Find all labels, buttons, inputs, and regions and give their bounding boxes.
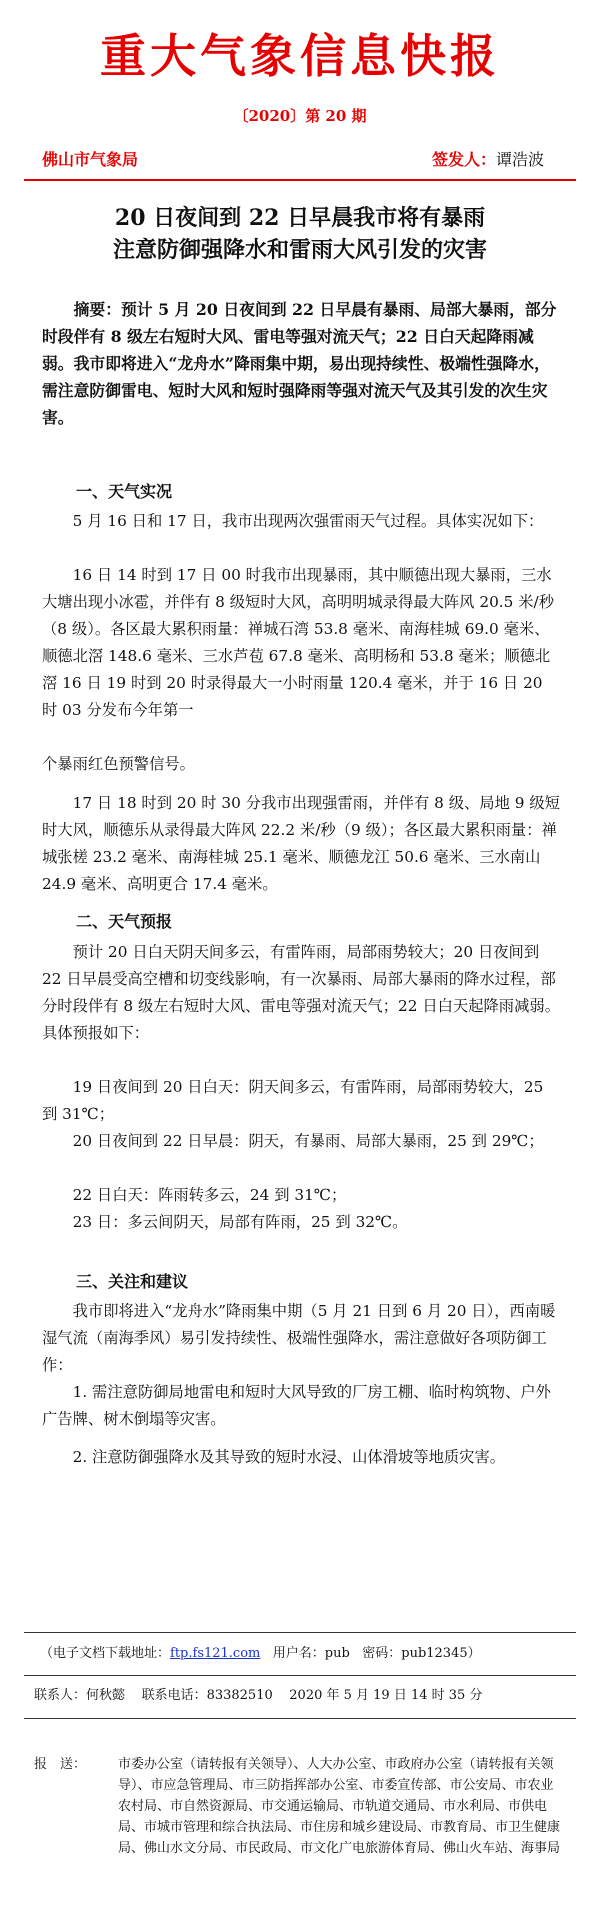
download-label: （电子文档下载地址：	[40, 1646, 171, 1661]
observations-may17: 17 日 18 时到 20 时 30 分我市出现强雷雨，并伴有 8 级、局地 9 级短时大风，顺德乐从录得最大阵风 22.2 米/秒（9 级）；各区最大累积雨量：禅城张槎 23.2 毫米、南海桂城 25.1 毫米、顺德龙江 50.6 毫米、三水南山 24.9 毫米、高明更合 17.4 毫米。	[42, 794, 560, 893]
header-divider	[24, 179, 576, 181]
headline	[0, 202, 600, 266]
observations-may16-continued: 个暴雨红色预警信号。	[42, 755, 195, 773]
forecast-period-1: 19 日夜间到 20 日白天：阴天间多云，有雷阵雨，局部雨势较大，25 到 31℃；	[42, 1078, 544, 1123]
signer-name: 谭浩波	[495, 150, 544, 169]
forecast-period-2: 20 日夜间到 22 日早晨：阴天，有暴雨、局部大暴雨，25 到 29℃；	[72, 1132, 544, 1150]
issuing-bureau: 佛山市气象局	[42, 150, 139, 169]
signer-label: 签发人：	[431, 150, 496, 169]
forecast-overview: 预计 20 日白天阴天间多云，有雷阵雨，局部雨势较大；20 日夜间到 22 日早晨受高空槽和切变线影响，有一次暴雨、局部大暴雨的降水过程，部分时段伴有 8 级左右短时大风、雷电等强对流天气；22 日白天起降雨减弱。具体预报如下：	[42, 943, 560, 1042]
download-link[interactable]: ftp.fs121.com	[170, 1646, 261, 1661]
signer	[432, 149, 544, 171]
password-value: pub12345）	[401, 1646, 481, 1661]
advice-intro: 我市即将进入“龙舟水”降雨集中期（5 月 21 日到 6 月 20 日），西南暖湿气流（南海季风）易引发持续性、极端性强降水，需注意做好各项防御工作：	[42, 1302, 556, 1374]
download-info	[40, 1644, 481, 1664]
footer-divider-bottom	[24, 1718, 576, 1719]
phone-number: 83382510	[206, 1688, 273, 1703]
observations-may16: 16 日 14 时到 17 日 00 时我市出现暴雨，其中顺德出现大暴雨，三水大塘出现小冰雹，并伴有 8 级短时大风，高明明城录得最大阵风 20.5 米/秒（8 级）。各区最大累积雨量：禅城石湾 53.8 毫米、南海桂城 69.0 毫米、顺德北滘 148.6 毫米、三水芦苞 67.8 毫米、高明杨和 53.8 毫米；顺德北滘 16 日 19 时到 20 时录得最大一小时雨量 120.4 毫米，并于 16 日 20 时 03 分发布今年第一	[42, 566, 555, 719]
observations-intro: 5 月 16 日和 17 日，我市出现两次强雷雨天气过程。具体实况如下：	[72, 512, 544, 530]
section-advice-title: 三、关注和建议	[76, 1272, 189, 1291]
user-label: 用户名：	[272, 1646, 325, 1661]
user-value: pub	[324, 1646, 350, 1661]
footer-divider-mid	[24, 1675, 576, 1676]
issue-number: 〔2020〕第 20 期	[233, 107, 367, 125]
contact-name: 何秋懿	[86, 1688, 126, 1703]
headline-line-1: 20 日夜间到 22 日早晨我市将有暴雨	[114, 205, 486, 231]
contact-label: 联系人：	[34, 1688, 87, 1703]
forecast-period-4: 23 日：多云间阴天，局部有阵雨，25 到 32℃。	[72, 1213, 408, 1231]
issue-datetime: 2020 年 5 月 19 日 14 时 35 分	[289, 1688, 483, 1703]
send-to-list: 市委办公室（请转报有关领导）、人大办公室、市政府办公室（请转报有关领导）、市应急管理局、市三防指挥部办公室、市委宣传部、市公安局、市农业农村局、市自然资源局、市交通运输局、市轨道交通局、市水利局、市供电局、市城市管理和综合执法局、市住房和城乡建设局、市教育局、市卫生健康局、佛山水文分局、市民政局、市文化广电旅游体育局、佛山火车站、海事局	[118, 1757, 561, 1856]
bulletin-title: 重大气象信息快报	[100, 29, 500, 83]
advice-item-1: 1. 需注意防御局地雷电和短时大风导致的厂房工棚、临时构筑物、户外广告牌、树木倒塌等灾害。	[42, 1383, 551, 1428]
send-to-label: 报 送：	[34, 1757, 87, 1772]
section-forecast-title: 二、天气预报	[76, 912, 173, 931]
advice-item-2: 2. 注意防御强降水及其导致的短时水浸、山体滑坡等地质灾害。	[72, 1448, 506, 1466]
contact-info	[34, 1686, 482, 1706]
summary: 摘要：预计 5 月 20 日夜间到 22 日早晨有暴雨、局部大暴雨，部分时段伴有 8 级左右短时大风、雷电等强对流天气；22 日白天起降雨减弱。我市即将进入“龙舟水”降雨集中期，易出现持续性、极端性强降水，需注意防御雷电、短时大风和短时强降雨等强对流天气及其引发的次生灾害。	[42, 300, 557, 427]
section-weather-observations-title: 一、天气实况	[76, 482, 173, 501]
headline-line-2: 注意防御强降水和雷雨大风引发的灾害	[112, 237, 487, 263]
password-label: 密码：	[362, 1646, 402, 1661]
phone-label: 联系电话：	[141, 1688, 207, 1703]
forecast-period-3: 22 日白天：阵雨转多云，24 到 31℃；	[72, 1186, 347, 1204]
footer-divider-top	[24, 1632, 576, 1633]
